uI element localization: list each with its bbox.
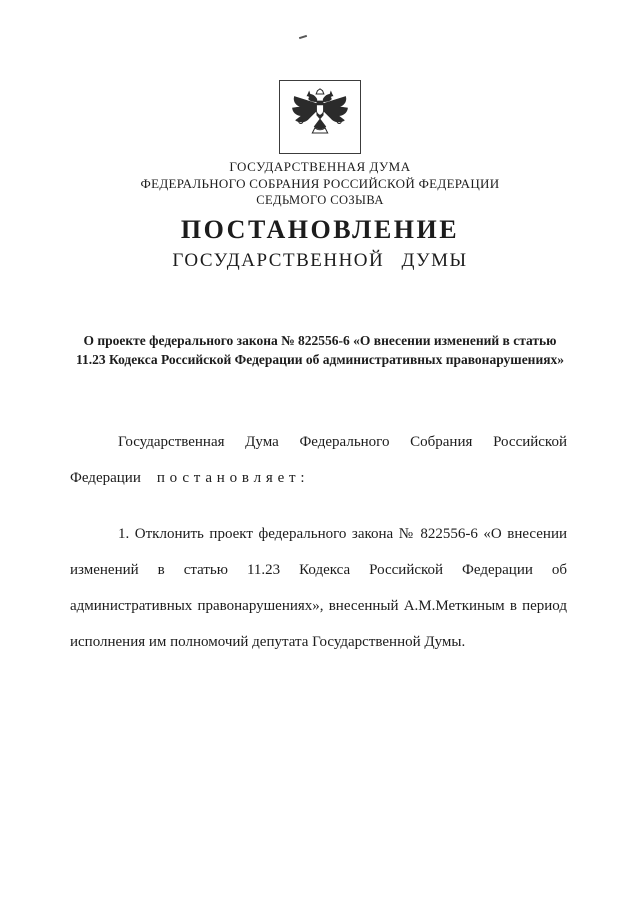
resolution-subject-title: О проекте федерального закона № 822556-6 «О внесении изменений в статью 11.23 Кодекса Российской Федерации об административных правонарушениях» [75, 333, 565, 367]
decree-word: постановляет: [156, 470, 310, 486]
issuing-authority-block [0, 158, 640, 209]
document-type-subtitle: ГОСУДАРСТВЕННОЙ ДУМЫ [172, 250, 468, 271]
org-name-line3: СЕДЬМОГО СОЗЫВА [256, 193, 384, 207]
coat-of-arms-frame [279, 80, 361, 154]
org-name-line2: ФЕДЕРАЛЬНОГО СОБРАНИЯ РОССИЙСКОЙ ФЕДЕРАЦИИ [140, 176, 500, 191]
paragraph-item-1: 1. Отклонить проект федерального закона № 822556-6 «О внесении изменений в статью 11.23 Кодекса Российской Федерации об административных правонарушениях», внесенный А.М.Меткиным в период исполнения им полномочий депутата Государственной Думы. [70, 526, 567, 650]
org-name-line1: ГОСУДАРСТВЕННАЯ ДУМА [229, 159, 411, 174]
scan-artifact-mark [299, 35, 307, 39]
paragraph-preamble [70, 424, 567, 496]
document-body [70, 424, 567, 660]
preamble-text: Государственная Дума Федерального Собрания Российской Федерации [70, 434, 567, 486]
document-type-title: ПОСТАНОВЛЕНИЕ [180, 215, 460, 244]
double-headed-eagle-icon [288, 88, 352, 146]
